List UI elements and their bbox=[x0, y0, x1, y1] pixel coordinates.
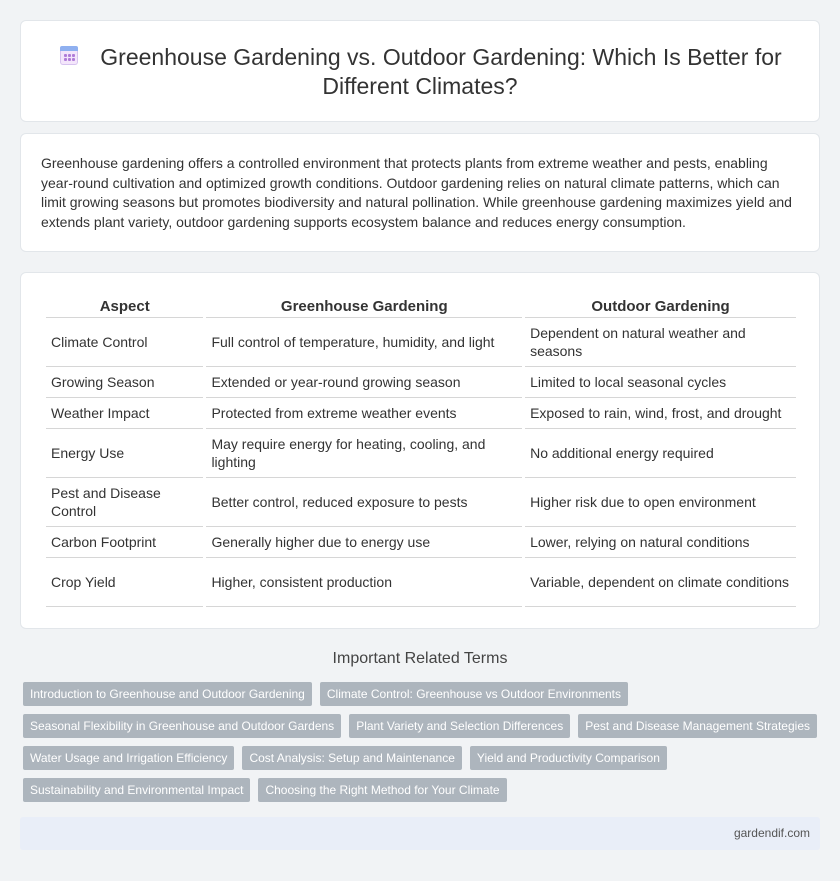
column-header-outdoor: Outdoor Gardening bbox=[525, 294, 796, 318]
page-title: Greenhouse Gardening vs. Outdoor Gardening: Which Is Better for Different Climates? bbox=[100, 44, 782, 99]
cell-aspect: Climate Control bbox=[46, 318, 203, 367]
cell-aspect: Weather Impact bbox=[46, 398, 203, 429]
related-term-tag[interactable]: Introduction to Greenhouse and Outdoor Gardening bbox=[23, 682, 312, 706]
cell-aspect: Carbon Footprint bbox=[46, 527, 203, 558]
table-row bbox=[46, 429, 796, 478]
cell-outdoor: Exposed to rain, wind, frost, and drought bbox=[525, 398, 796, 429]
table-row bbox=[46, 558, 796, 607]
related-term-tag[interactable]: Sustainability and Environmental Impact bbox=[23, 778, 250, 802]
table-row bbox=[46, 527, 796, 558]
cell-outdoor: Variable, dependent on climate conditions bbox=[525, 558, 796, 607]
related-terms-heading: Important Related Terms bbox=[332, 650, 508, 667]
related-terms-list bbox=[23, 682, 823, 810]
cell-aspect: Crop Yield bbox=[46, 558, 203, 607]
related-term-tag[interactable]: Seasonal Flexibility in Greenhouse and Outdoor Gardens bbox=[23, 714, 341, 738]
cell-greenhouse: Better control, reduced exposure to pests bbox=[206, 478, 522, 527]
header-card bbox=[20, 20, 820, 122]
cell-greenhouse: May require energy for heating, cooling, and lighting bbox=[206, 429, 522, 478]
table-row bbox=[46, 398, 796, 429]
footer-site-link[interactable]: gardendif.com bbox=[733, 826, 810, 840]
comparison-card bbox=[20, 272, 820, 629]
cell-greenhouse: Generally higher due to energy use bbox=[206, 527, 522, 558]
cell-aspect: Growing Season bbox=[46, 367, 203, 398]
page-title-wrap bbox=[21, 43, 819, 101]
cell-greenhouse: Full control of temperature, humidity, and light bbox=[206, 318, 522, 367]
column-header-greenhouse: Greenhouse Gardening bbox=[206, 294, 522, 318]
related-term-tag[interactable]: Water Usage and Irrigation Efficiency bbox=[23, 746, 234, 770]
cell-outdoor: Dependent on natural weather and seasons bbox=[525, 318, 796, 367]
table-row bbox=[46, 318, 796, 367]
table-row bbox=[46, 478, 796, 527]
column-header-aspect: Aspect bbox=[46, 294, 203, 318]
footer bbox=[20, 817, 820, 850]
cell-outdoor: No additional energy required bbox=[525, 429, 796, 478]
related-term-tag[interactable]: Cost Analysis: Setup and Maintenance bbox=[242, 746, 461, 770]
cell-greenhouse: Extended or year-round growing season bbox=[206, 367, 522, 398]
cell-outdoor: Limited to local seasonal cycles bbox=[525, 367, 796, 398]
cell-greenhouse: Protected from extreme weather events bbox=[206, 398, 522, 429]
related-term-tag[interactable]: Pest and Disease Management Strategies bbox=[578, 714, 817, 738]
intro-paragraph: Greenhouse gardening offers a controlled environment that protects plants from extreme weather and pests, enabling year-round cultivation and optimized growth conditions. Outdoor gardening relies on natural climate patterns, which can limit growing seasons but promotes biodiversity and natural pollination. While greenhouse gardening maximizes yield and extends plant variety, outdoor gardening supports ecosystem balance and reduces energy consumption. bbox=[41, 155, 792, 230]
cell-outdoor: Lower, relying on natural conditions bbox=[525, 527, 796, 558]
comparison-table bbox=[43, 294, 799, 607]
related-term-tag[interactable]: Climate Control: Greenhouse vs Outdoor Environments bbox=[320, 682, 628, 706]
cell-aspect: Energy Use bbox=[46, 429, 203, 478]
intro-card bbox=[20, 133, 820, 252]
table-row bbox=[46, 367, 796, 398]
cell-greenhouse: Higher, consistent production bbox=[206, 558, 522, 607]
related-term-tag[interactable]: Choosing the Right Method for Your Climate bbox=[258, 778, 506, 802]
cell-aspect: Pest and Disease Control bbox=[46, 478, 203, 527]
related-term-tag[interactable]: Plant Variety and Selection Differences bbox=[349, 714, 570, 738]
related-term-tag[interactable]: Yield and Productivity Comparison bbox=[470, 746, 667, 770]
calendar-icon bbox=[58, 45, 80, 67]
cell-outdoor: Higher risk due to open environment bbox=[525, 478, 796, 527]
